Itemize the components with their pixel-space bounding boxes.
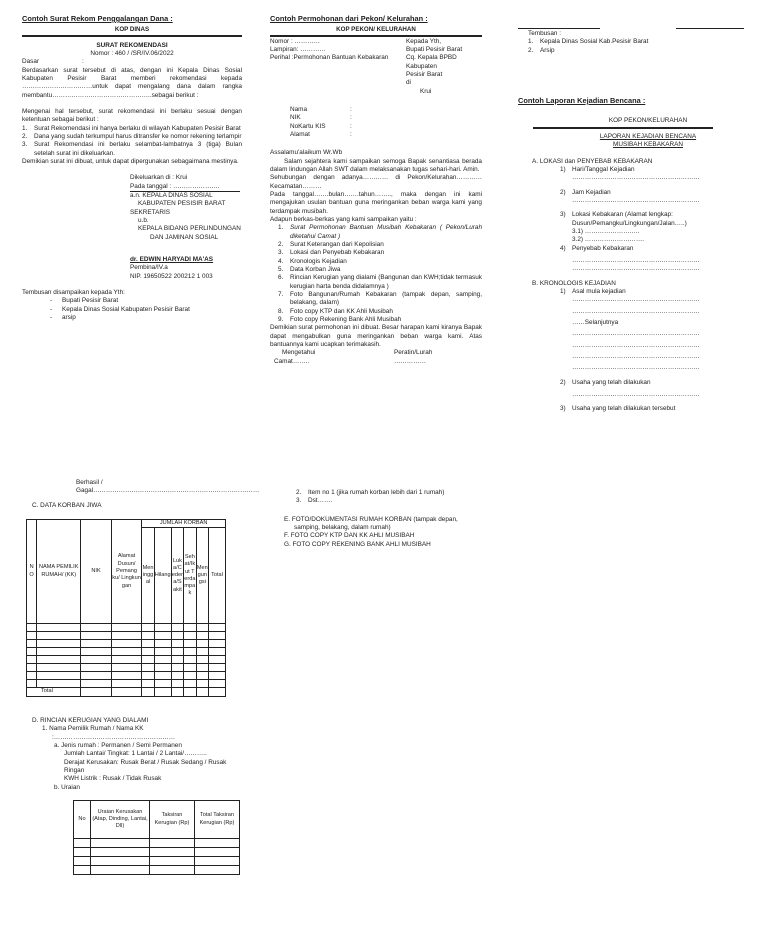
- korban-table: [26, 519, 226, 697]
- rekom-para1: Berdasarkan surat tersebut di atas, dengan ini Kepala Dinas Sosial Kabupaten Pesisir Barat memberi rekomendasi kepada ……………………………untuk dapat mengalang dana dalam rangka membantu………………………………………..sebagai berikut :: [22, 66, 242, 99]
- dotted-line: ……………………………………………………: [572, 265, 700, 273]
- permohonan-perihal: Perihal :Permohonan Bantuan Kebakaran: [270, 54, 389, 62]
- topright-section: [518, 18, 748, 55]
- laporan-selanjutnya: ……Selanjutnya: [572, 318, 619, 326]
- rekom-tanggal: Pada tanggal : ………………….: [130, 182, 220, 190]
- rekom-nomor: Nomor : 460 / /SR/IV.06/2022: [90, 50, 174, 58]
- laporan-kop-rule: [533, 127, 713, 129]
- col-meninggal: Meninggal: [142, 528, 154, 624]
- laporan-section-b: B. KRONOLOGIS KEJADIAN: [532, 279, 616, 287]
- list-item: - Kepala Dinas Sosial Kabupaten Pesisir Barat: [50, 305, 190, 313]
- bottommid-section: [284, 489, 484, 549]
- laporan-section: [518, 96, 748, 413]
- d1-label: 1. Nama Pemilik Rumah / Nama KK: [42, 725, 144, 733]
- section-g: G. FOTO COPY REKENING BANK AHLI MUSIBAH: [284, 540, 431, 548]
- col-hilang: Hilang: [154, 528, 171, 624]
- col-mengungsi: Mengungsi: [196, 528, 208, 624]
- dotted-line: ……………………………………………………: [572, 341, 700, 349]
- list-item: 4) Penyebab Kebakaran: [560, 244, 634, 252]
- rekom-kop-rule: [22, 35, 242, 37]
- topright-tembusan: Tembusan :: [528, 30, 562, 37]
- permohonan-kepada: [406, 38, 462, 96]
- list-item: 2. Item no 1 (jika rumah korban lebih dari 1 rumah): [296, 489, 445, 496]
- rekom-sign-line: KABUPATEN PESISIR BARAT: [138, 200, 226, 208]
- laporan-b-items: [560, 288, 748, 414]
- dotted-line: ……………………………………………………: [572, 390, 700, 398]
- bottomleft-section: [22, 479, 260, 510]
- section-f: F. FOTO COPY KTP DAN KK AHLI MUSIBAH: [284, 532, 415, 540]
- mengetahui-label: Mengetahui: [282, 349, 316, 357]
- list-item: 2) Jam Kejadian: [560, 188, 611, 196]
- dotted-line: ……………………………………………………: [572, 256, 700, 264]
- uraian-table: [73, 800, 240, 875]
- table-total-row: Total: [27, 688, 226, 696]
- identity-row: NIK :: [290, 114, 352, 122]
- table-row: [27, 632, 226, 640]
- permohonan-sign-right: [394, 349, 432, 366]
- dotted-line: ……………………………………………………: [572, 307, 700, 315]
- col-luka: Luka/Cedera/Sakit: [171, 528, 183, 624]
- list-item: 2. Dana yang sudah terkumpul harus ditransfer ke nomor rekening terlampir: [22, 132, 242, 140]
- list-item: 2. Surat Keterangan dari Kepolisian: [278, 240, 384, 248]
- bottommid-items: [296, 489, 484, 506]
- sign-line-left: [518, 28, 600, 29]
- laporan-section-a: A. LOKASI dan PENYEBAB KEBAKARAN: [532, 157, 653, 165]
- permohonan-header: [270, 38, 482, 96]
- dotted-line: ……………………………………………………: [572, 196, 700, 204]
- col-taksiran: Taksiran Kerugian (Rp): [150, 801, 195, 839]
- list-item: 3. Lokasi dan Penyebab Kebakaran: [278, 249, 385, 257]
- dotted-line: ……………………………………………………: [572, 352, 700, 360]
- permohonan-section-title: Contoh Permohonan dari Pekon/ Kelurahan :: [270, 14, 428, 23]
- permohonan-section: [270, 14, 482, 366]
- rekom-signature: [130, 174, 242, 281]
- permohonan-p1: Salam sejahtera kami sampaikan semoga Bapak senantiasa berada dalam lindungan Allah SWT dalam melaksanakan tugas sehari-hari. Amin.: [270, 157, 482, 173]
- rekom-tembusan-list: [22, 297, 242, 322]
- permohonan-items: [270, 224, 482, 324]
- section-d-title: D. RINCIAN KERUGIAN YANG DIALAMI: [32, 717, 149, 724]
- list-item: 2. Arsip: [528, 46, 555, 54]
- list-item: 9. Foto copy Rekening Bank Ahli Musibah: [278, 315, 402, 323]
- rekom-sign-line: u.b.: [138, 216, 149, 224]
- rekom-section-title: Contoh Surat Rekom Penggalangan Dana :: [22, 14, 173, 23]
- col-no: N O: [27, 520, 37, 624]
- rekom-sign-rank: Pembina/IV.a: [130, 264, 168, 272]
- table-row: [27, 624, 226, 632]
- permohonan-p3: Pada tanggal…….bulan…….tahun…….., maka dengan ini kami mengajukan usulan bantuan guna meringankan beban warga kami yang terdampak musibah.: [270, 190, 482, 215]
- kepada-line: Kepada Yth,: [406, 37, 442, 45]
- rekom-sign-line: DAN JAMINAN SOSIAL: [150, 233, 219, 241]
- topright-items: [528, 38, 748, 55]
- list-item: 7. Foto Bangunan/Rumah Kebakaran (tampak depan, samping, belakang, dalam): [278, 290, 482, 307]
- laporan-a-items: [560, 166, 748, 274]
- list-item: 5. Data Korban Jiwa: [278, 265, 341, 273]
- col-jumlah-korban: JUMLAH KORBAN: [142, 520, 226, 528]
- list-item: 8. Foto copy KTP dan KK Ahli Musibah: [278, 307, 393, 315]
- permohonan-salam: Assalamu'alaikum Wr.Wb: [270, 149, 343, 157]
- list-item: 1) Asal mula kejadian: [560, 287, 626, 295]
- table-row: [27, 656, 226, 664]
- col-uraian-kerusakan: Uraian Kerusakan (Atap, Dinding, Lantai, Dll): [91, 801, 150, 839]
- list-item: 3) Usaha yang telah dilakukan tersebut: [560, 405, 676, 413]
- table-row: [74, 857, 240, 866]
- kepada-line: Cq. Kepala BPBD: [406, 54, 457, 62]
- rekom-dasar-colon: :: [82, 58, 84, 66]
- da3-label: Derajat Kerusakan: Rusak Berat / Rusak Sedang / Rusak Ringan: [64, 758, 227, 774]
- list-item: 1. Surat Rekomendasi ini hanya berlaku di wilayah Kabupaten Pesisir Barat: [22, 124, 241, 132]
- table-row: [27, 664, 226, 672]
- permohonan-signatures: [270, 349, 482, 366]
- rekom-sign-line: KEPALA BIDANG PERLINDUNGAN: [138, 225, 241, 233]
- rekom-dasar-label: Dasar: [22, 58, 40, 66]
- section-d: [32, 717, 242, 792]
- rekom-dasar: [22, 58, 242, 66]
- berhasil-label: Berhasil /: [76, 479, 103, 486]
- table-row: [74, 848, 240, 857]
- permohonan-lampiran: Lampiran: …………: [270, 46, 326, 54]
- sub-item: 3.2) ……………………….: [572, 236, 645, 244]
- permohonan-kop-rule: [270, 35, 482, 37]
- list-item: 2) Usaha yang telah dilakukan: [560, 378, 651, 386]
- list-item: 3. Surat Rekomendasi ini berlaku selambat-lambatnya 3 (tiga) Bulan setelah surat ini dikeluarkan.: [22, 141, 242, 157]
- rekom-tembusan-label: Tembusan disampaikan kepada Yth:: [22, 288, 125, 296]
- table-row: [27, 648, 226, 656]
- section-c-title: C. DATA KORBAN JIWA: [32, 501, 102, 509]
- list-item: 1. Kepala Dinas Sosial Kab.Pesisir Barat: [528, 38, 649, 46]
- dotted-line: ……………………………………………………: [572, 296, 700, 304]
- col-total: Total: [209, 528, 226, 624]
- da4-label: KWH Listrik : Rusak / Tidak Rusak: [64, 775, 162, 783]
- laporan-title1: LAPORAN KEJADIAN BENCANA: [599, 132, 697, 140]
- dotted-line: ……………………………………………………: [572, 364, 700, 372]
- camat-label: Camat……..: [274, 357, 310, 365]
- kepada-line: Bupati Pesisir Barat: [406, 46, 463, 54]
- table-row: [27, 672, 226, 680]
- table-row: [27, 640, 226, 648]
- permohonan-identity: [270, 106, 482, 139]
- kepada-line: Kabupaten: [406, 62, 437, 70]
- list-item: 1) Hari/Tanggal Kejadian: [560, 165, 635, 173]
- kepada-line: Pesisir Barat: [406, 71, 443, 78]
- permohonan-nomor: Nomor : …………: [270, 37, 321, 45]
- dotted-line: ……………………………………………………: [572, 174, 700, 182]
- d1-dots: :…………………………………………………: [52, 733, 176, 741]
- permohonan-ref: [270, 38, 406, 96]
- rekom-kop: KOP DINAS: [114, 25, 150, 33]
- col-alamat: Alamat Dusun/ Pemang ku/ Lingkun gan: [111, 520, 142, 624]
- list-item: 6. Rincian Kerugian yang dialami (Bangunan dan KWH;tidak termasuk kerugian harta benda didalamnya ): [278, 274, 482, 290]
- sign-line-right: [676, 28, 744, 29]
- laporan-title2: MUSIBAH KEBAKARAN: [613, 141, 683, 149]
- gagal-label: Gagal……………………………………………………………………: [76, 487, 260, 495]
- permohonan-p2: Sehubungan dengan adanya………… di Pekon/Kelurahan…………Kecamatan………: [270, 174, 482, 190]
- topright-lines: [518, 28, 748, 29]
- peratin-label: Peratin/Lurah: [394, 349, 433, 357]
- col-nik: NIK: [81, 520, 112, 624]
- table-row: [74, 866, 240, 875]
- rekom-letter-title: SURAT REKOMENDASI: [96, 41, 168, 49]
- da-label: a. Jenis rumah : Permanen / Semi Permanen: [54, 741, 182, 749]
- rekom-dikeluarkan: Dikeluarkan di : Krui: [130, 174, 188, 182]
- list-item: - Bupati Pesisir Barat: [50, 297, 119, 305]
- col-sehat: Sehat/Ikut Terdampak: [184, 528, 196, 624]
- table-row: [27, 680, 226, 688]
- list-item: 4. Kronologis Kejadian: [278, 257, 347, 265]
- identity-row: Nama :: [290, 105, 352, 113]
- identity-row: Alamat :: [290, 130, 352, 138]
- rekom-sign-name: dr. EDWIN HARYADI MA'AS: [130, 255, 214, 263]
- kepada-line: di: [406, 79, 411, 87]
- permohonan-sign-left: [274, 349, 394, 366]
- rekom-sign-line: SEKRETARIS: [130, 208, 171, 216]
- permohonan-closing: Demikian surat permohonan ini dibuat. Besar harapan kami kiranya Bapak dapat mengabulkan guna meringankan beban warga kami. Atas bantuannya kami ucapkan terimakasih.: [270, 324, 482, 348]
- table-row: [74, 839, 240, 848]
- rekom-sign-line: a.n. KEPALA DINAS SOSIAL: [130, 191, 213, 199]
- rekom-para2: Mengenai hal tersebut, surat rekomendasi ini berlaku sesuai dengan ketentuan sebagai berikut :: [22, 107, 242, 124]
- list-item: - arsip: [50, 313, 76, 321]
- sub-item: 3.1) ……………………..: [572, 227, 640, 235]
- laporan-kop: KOP PEKON/KELURAHAN: [608, 116, 688, 124]
- col-nama: NAMA PEMILIK RUMAH/ (KK): [37, 520, 81, 624]
- laporan-section-title: Contoh Laporan Kejadian Bencana :: [518, 96, 646, 105]
- permohonan-p4: Adapun berkas-berkas yang kami sampaikan yaitu :: [270, 215, 417, 223]
- col-total-taksiran: Total Taksiran Kerugian (Rp): [195, 801, 240, 839]
- list-item: 3) Lokasi Kebakaran (Alamat lengkap: Dusun/Pemangku/Lingkungan/Jalan…..): [560, 211, 687, 227]
- peratin-dots: ……………: [394, 357, 426, 365]
- kepada-line: Krui: [420, 87, 432, 95]
- permohonan-kop: KOP PEKON/ KELURAHAN: [336, 25, 416, 33]
- da2-label: Jumlah Lantai/ Tingkat: 1 Lantai / 2 Lantai/………..: [64, 750, 207, 758]
- dotted-line: ……………………………………………………: [572, 330, 700, 338]
- list-item: 1. Surat Permohonan Bantuan Musibah Kebakaran ( Pekon/Lurah diketahui Camat ): [278, 224, 482, 240]
- section-e: E. FOTO/DOKUMENTASI RUMAH KORBAN (tampak depan, samping, belakang, dalam rumah): [284, 515, 458, 531]
- rekom-closing: Demikian surat ini dibuat, untuk dapat dipergunakan sebagaimana mestinya.: [22, 157, 239, 165]
- db-label: b. Uraian: [54, 783, 80, 791]
- identity-row: NoKartu KIS :: [290, 122, 352, 130]
- rekom-items: [22, 125, 242, 158]
- list-item: 3. Dst…….: [296, 497, 333, 505]
- col-uraian-no: No: [74, 801, 91, 839]
- rekom-sign-nip: NIP. 19650522 200212 1 003: [130, 272, 213, 280]
- rekom-section: [22, 14, 242, 322]
